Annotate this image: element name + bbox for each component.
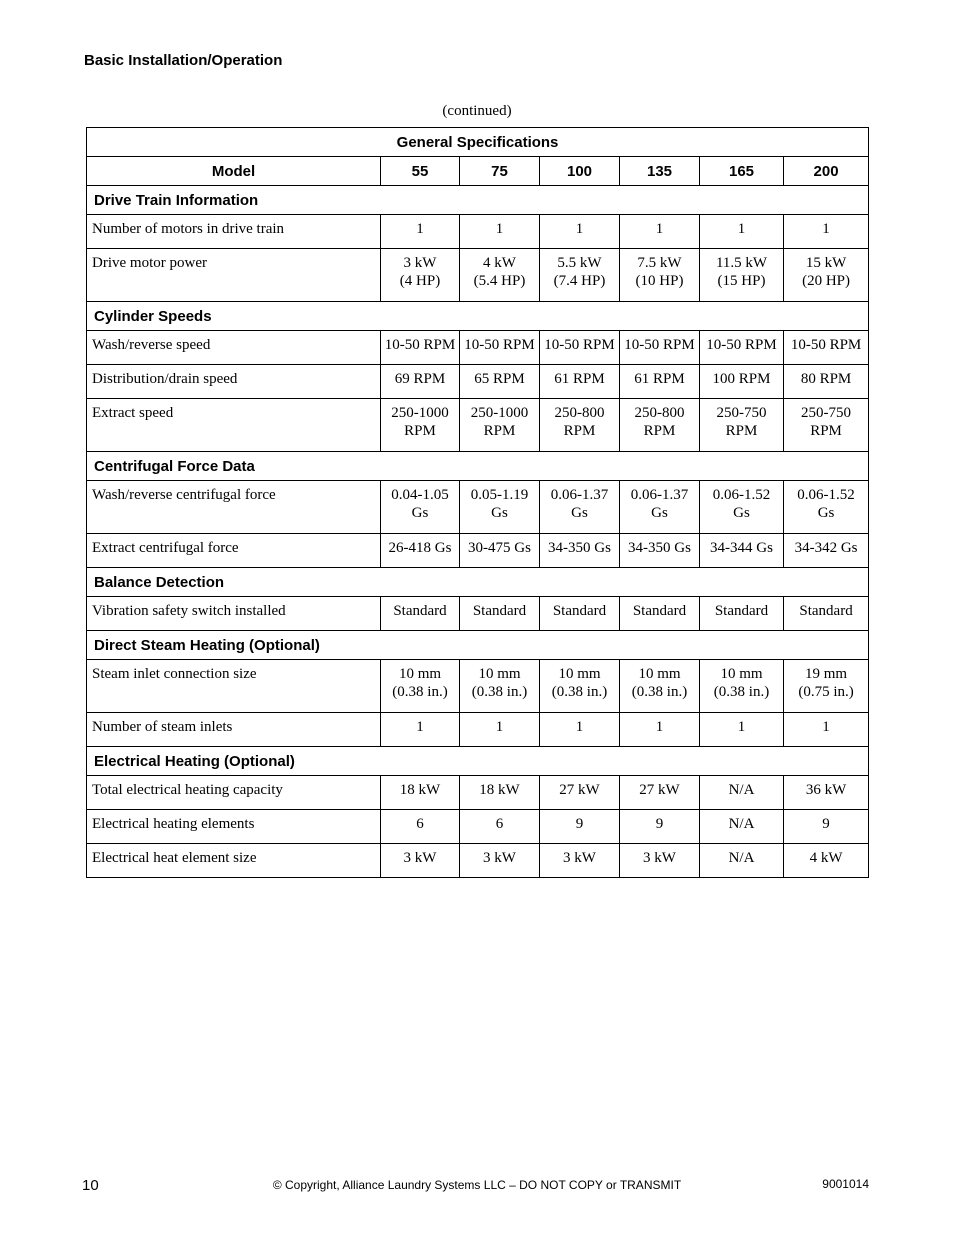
cell-model-75: 18 kW: [460, 776, 540, 810]
table-row: [87, 215, 869, 249]
cell-model-200: 0.06-1.52 Gs: [784, 481, 869, 534]
row-label: Steam inlet connection size: [87, 660, 381, 713]
model-header-row: [87, 157, 869, 186]
cell-model-75: Standard: [460, 597, 540, 631]
model-header-135: 135: [620, 157, 700, 186]
row-label: Wash/reverse centrifugal force: [87, 481, 381, 534]
general-specifications-table: [86, 127, 869, 878]
row-label: Vibration safety switch installed: [87, 597, 381, 631]
section-row: [87, 631, 869, 660]
table-row: [87, 249, 869, 302]
cell-model-55: 10-50 RPM: [381, 331, 460, 365]
cell-model-75: 0.05-1.19 Gs: [460, 481, 540, 534]
cell-model-55: 0.04-1.05 Gs: [381, 481, 460, 534]
cell-model-200: 19 mm (0.75 in.): [784, 660, 869, 713]
cell-model-165: Standard: [700, 597, 784, 631]
cell-model-55: 69 RPM: [381, 365, 460, 399]
page-header: Basic Installation/Operation: [84, 52, 283, 69]
cell-model-135: 1: [620, 713, 700, 747]
cell-model-135: 250-800 RPM: [620, 399, 700, 452]
cell-model-200: 36 kW: [784, 776, 869, 810]
cell-model-100: 61 RPM: [540, 365, 620, 399]
cell-model-100: 10-50 RPM: [540, 331, 620, 365]
row-label: Extract centrifugal force: [87, 534, 381, 568]
cell-model-135: 1: [620, 215, 700, 249]
table-row: [87, 844, 869, 878]
cell-model-75: 3 kW: [460, 844, 540, 878]
cell-model-75: 10-50 RPM: [460, 331, 540, 365]
cell-model-135: 61 RPM: [620, 365, 700, 399]
section-row: [87, 747, 869, 776]
cell-model-135: 9: [620, 810, 700, 844]
cell-model-100: 10 mm (0.38 in.): [540, 660, 620, 713]
cell-model-200: 34-342 Gs: [784, 534, 869, 568]
cell-model-135: 10 mm (0.38 in.): [620, 660, 700, 713]
cell-model-100: 3 kW: [540, 844, 620, 878]
cell-model-200: 1: [784, 713, 869, 747]
section-heading: Electrical Heating (Optional): [87, 747, 869, 776]
continued-note: (continued): [442, 103, 512, 119]
cell-model-100: 0.06-1.37 Gs: [540, 481, 620, 534]
cell-model-100: 5.5 kW (7.4 HP): [540, 249, 620, 302]
table-title: General Specifications: [87, 128, 869, 157]
row-label: Wash/reverse speed: [87, 331, 381, 365]
cell-model-135: Standard: [620, 597, 700, 631]
table-row: [87, 534, 869, 568]
cell-model-55: 250-1000 RPM: [381, 399, 460, 452]
cell-model-135: 10-50 RPM: [620, 331, 700, 365]
cell-model-165: N/A: [700, 844, 784, 878]
row-label: Total electrical heating capacity: [87, 776, 381, 810]
cell-model-165: 250-750 RPM: [700, 399, 784, 452]
section-row: [87, 568, 869, 597]
cell-model-165: 10 mm (0.38 in.): [700, 660, 784, 713]
section-heading: Direct Steam Heating (Optional): [87, 631, 869, 660]
row-label: Electrical heat element size: [87, 844, 381, 878]
row-label: Distribution/drain speed: [87, 365, 381, 399]
section-row: [87, 452, 869, 481]
cell-model-165: 0.06-1.52 Gs: [700, 481, 784, 534]
model-label: Model: [87, 157, 381, 186]
cell-model-75: 6: [460, 810, 540, 844]
model-header-200: 200: [784, 157, 869, 186]
cell-model-55: 6: [381, 810, 460, 844]
cell-model-100: Standard: [540, 597, 620, 631]
section-heading: Drive Train Information: [87, 186, 869, 215]
cell-model-75: 4 kW (5.4 HP): [460, 249, 540, 302]
model-header-75: 75: [460, 157, 540, 186]
cell-model-165: 1: [700, 215, 784, 249]
row-label: Extract speed: [87, 399, 381, 452]
table-row: [87, 713, 869, 747]
cell-model-75: 10 mm (0.38 in.): [460, 660, 540, 713]
cell-model-200: 10-50 RPM: [784, 331, 869, 365]
cell-model-165: 10-50 RPM: [700, 331, 784, 365]
cell-model-55: 3 kW: [381, 844, 460, 878]
cell-model-200: 15 kW (20 HP): [784, 249, 869, 302]
table-row: [87, 399, 869, 452]
row-label: Number of motors in drive train: [87, 215, 381, 249]
section-row: [87, 186, 869, 215]
cell-model-55: 26-418 Gs: [381, 534, 460, 568]
table-row: [87, 660, 869, 713]
cell-model-100: 9: [540, 810, 620, 844]
cell-model-100: 250-800 RPM: [540, 399, 620, 452]
cell-model-135: 0.06-1.37 Gs: [620, 481, 700, 534]
model-header-55: 55: [381, 157, 460, 186]
cell-model-165: N/A: [700, 776, 784, 810]
cell-model-135: 27 kW: [620, 776, 700, 810]
cell-model-100: 1: [540, 215, 620, 249]
cell-model-135: 7.5 kW (10 HP): [620, 249, 700, 302]
table-body: [87, 186, 869, 878]
cell-model-165: 11.5 kW (15 HP): [700, 249, 784, 302]
cell-model-75: 250-1000 RPM: [460, 399, 540, 452]
cell-model-165: 100 RPM: [700, 365, 784, 399]
model-header-100: 100: [540, 157, 620, 186]
row-label: Electrical heating elements: [87, 810, 381, 844]
table-row: [87, 331, 869, 365]
table-row: [87, 365, 869, 399]
cell-model-75: 1: [460, 713, 540, 747]
cell-model-55: 1: [381, 215, 460, 249]
cell-model-135: 3 kW: [620, 844, 700, 878]
cell-model-55: 10 mm (0.38 in.): [381, 660, 460, 713]
cell-model-100: 1: [540, 713, 620, 747]
document-number: 9001014: [822, 1177, 869, 1191]
model-header-165: 165: [700, 157, 784, 186]
cell-model-135: 34-350 Gs: [620, 534, 700, 568]
cell-model-200: 9: [784, 810, 869, 844]
cell-model-75: 30-475 Gs: [460, 534, 540, 568]
page-number: 10: [82, 1177, 99, 1194]
table-row: [87, 481, 869, 534]
cell-model-100: 27 kW: [540, 776, 620, 810]
cell-model-75: 1: [460, 215, 540, 249]
cell-model-200: 250-750 RPM: [784, 399, 869, 452]
cell-model-200: 1: [784, 215, 869, 249]
cell-model-55: 18 kW: [381, 776, 460, 810]
cell-model-165: 1: [700, 713, 784, 747]
cell-model-75: 65 RPM: [460, 365, 540, 399]
row-label: Number of steam inlets: [87, 713, 381, 747]
table-row: [87, 597, 869, 631]
section-heading: Cylinder Speeds: [87, 302, 869, 331]
cell-model-200: 4 kW: [784, 844, 869, 878]
cell-model-55: 3 kW (4 HP): [381, 249, 460, 302]
table-row: [87, 776, 869, 810]
cell-model-200: Standard: [784, 597, 869, 631]
table-row: [87, 810, 869, 844]
cell-model-100: 34-350 Gs: [540, 534, 620, 568]
row-label: Drive motor power: [87, 249, 381, 302]
copyright-notice: © Copyright, Alliance Laundry Systems LLC – DO NOT COPY or TRANSMIT: [272, 1178, 682, 1192]
cell-model-165: 34-344 Gs: [700, 534, 784, 568]
section-heading: Balance Detection: [87, 568, 869, 597]
cell-model-165: N/A: [700, 810, 784, 844]
cell-model-200: 80 RPM: [784, 365, 869, 399]
section-row: [87, 302, 869, 331]
cell-model-55: Standard: [381, 597, 460, 631]
cell-model-55: 1: [381, 713, 460, 747]
section-heading: Centrifugal Force Data: [87, 452, 869, 481]
